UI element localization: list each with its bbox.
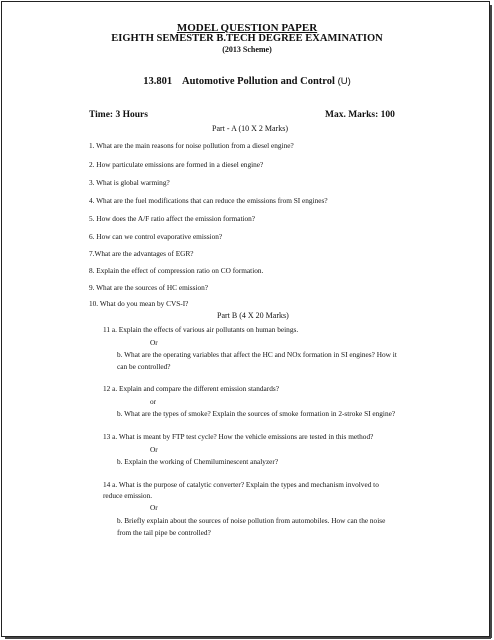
- part-b-heading: Part B (4 X 20 Marks): [217, 311, 289, 320]
- question-14a-cont: reduce emission.: [103, 491, 153, 500]
- question-14-or: Or: [150, 503, 158, 512]
- question-2: 2. How particulate emissions are formed in a diesel engine?: [89, 160, 264, 169]
- paper-title: MODEL QUESTION PAPER: [176, 22, 318, 34]
- question-6: 6. How can we control evaporative emission?: [89, 232, 223, 241]
- course-title: Automotive Pollution and Control: [182, 76, 335, 87]
- question-1: 1. What are the main reasons for noise pollution from a diesel engine?: [89, 141, 294, 150]
- question-5: 5. How does the A/F ratio affect the emission formation?: [89, 214, 256, 223]
- question-13b: b. Explain the working of Chemiluminescent analyzer?: [117, 457, 279, 466]
- exam-duration: Time: 3 Hours: [89, 110, 148, 120]
- question-10: 10. What do you mean by CVS-I?: [89, 299, 189, 308]
- question-14b: b. Briefly explain about the sources of noise pollution from automobiles. How can the noise: [117, 516, 386, 525]
- max-marks: Max. Marks: 100: [325, 110, 395, 120]
- question-12-or: or: [150, 397, 157, 406]
- question-11-or: Or: [150, 338, 158, 347]
- question-11b: b. What are the operating variables that affect the HC and NOx formation in SI engines? How it: [117, 350, 397, 359]
- question-12a: 12 a. Explain and compare the different emission standards?: [103, 384, 279, 393]
- question-4: 4. What are the fuel modifications that can reduce the emissions from SI engines?: [89, 196, 328, 205]
- exam-name: EIGHTH SEMESTER B.TECH DEGREE EXAMINATION: [111, 33, 383, 44]
- question-13a: 13 a. What is meant by FTP test cycle? How the vehicle emissions are tested in this method?: [103, 432, 374, 441]
- course-code: 13.801: [143, 76, 173, 87]
- course-suffix: (U): [337, 76, 351, 87]
- question-9: 9. What are the sources of HC emission?: [89, 283, 209, 292]
- scheme: (2013 Scheme): [222, 45, 272, 54]
- question-14b-cont: from the tail pipe be controlled?: [117, 528, 211, 537]
- question-12b: b. What are the types of smoke? Explain the sources of smoke formation in 2-stroke SI engine?: [117, 409, 396, 418]
- question-11b-cont: can be controlled?: [117, 362, 171, 371]
- question-7: 7.What are the advantages of EGR?: [89, 249, 194, 258]
- course-heading: [0, 76, 494, 87]
- question-11a: 11 a. Explain the effects of various air pollutants on human beings.: [103, 325, 299, 334]
- question-8: 8. Explain the effect of compression ratio on CO formation.: [89, 266, 264, 275]
- question-3: 3. What is global warming?: [89, 178, 170, 187]
- question-14a: 14 a. What is the purpose of catalytic converter? Explain the types and mechanism involved to: [103, 480, 379, 489]
- part-a-heading: Part - A (10 X 2 Marks): [212, 124, 288, 133]
- question-13-or: Or: [150, 445, 158, 454]
